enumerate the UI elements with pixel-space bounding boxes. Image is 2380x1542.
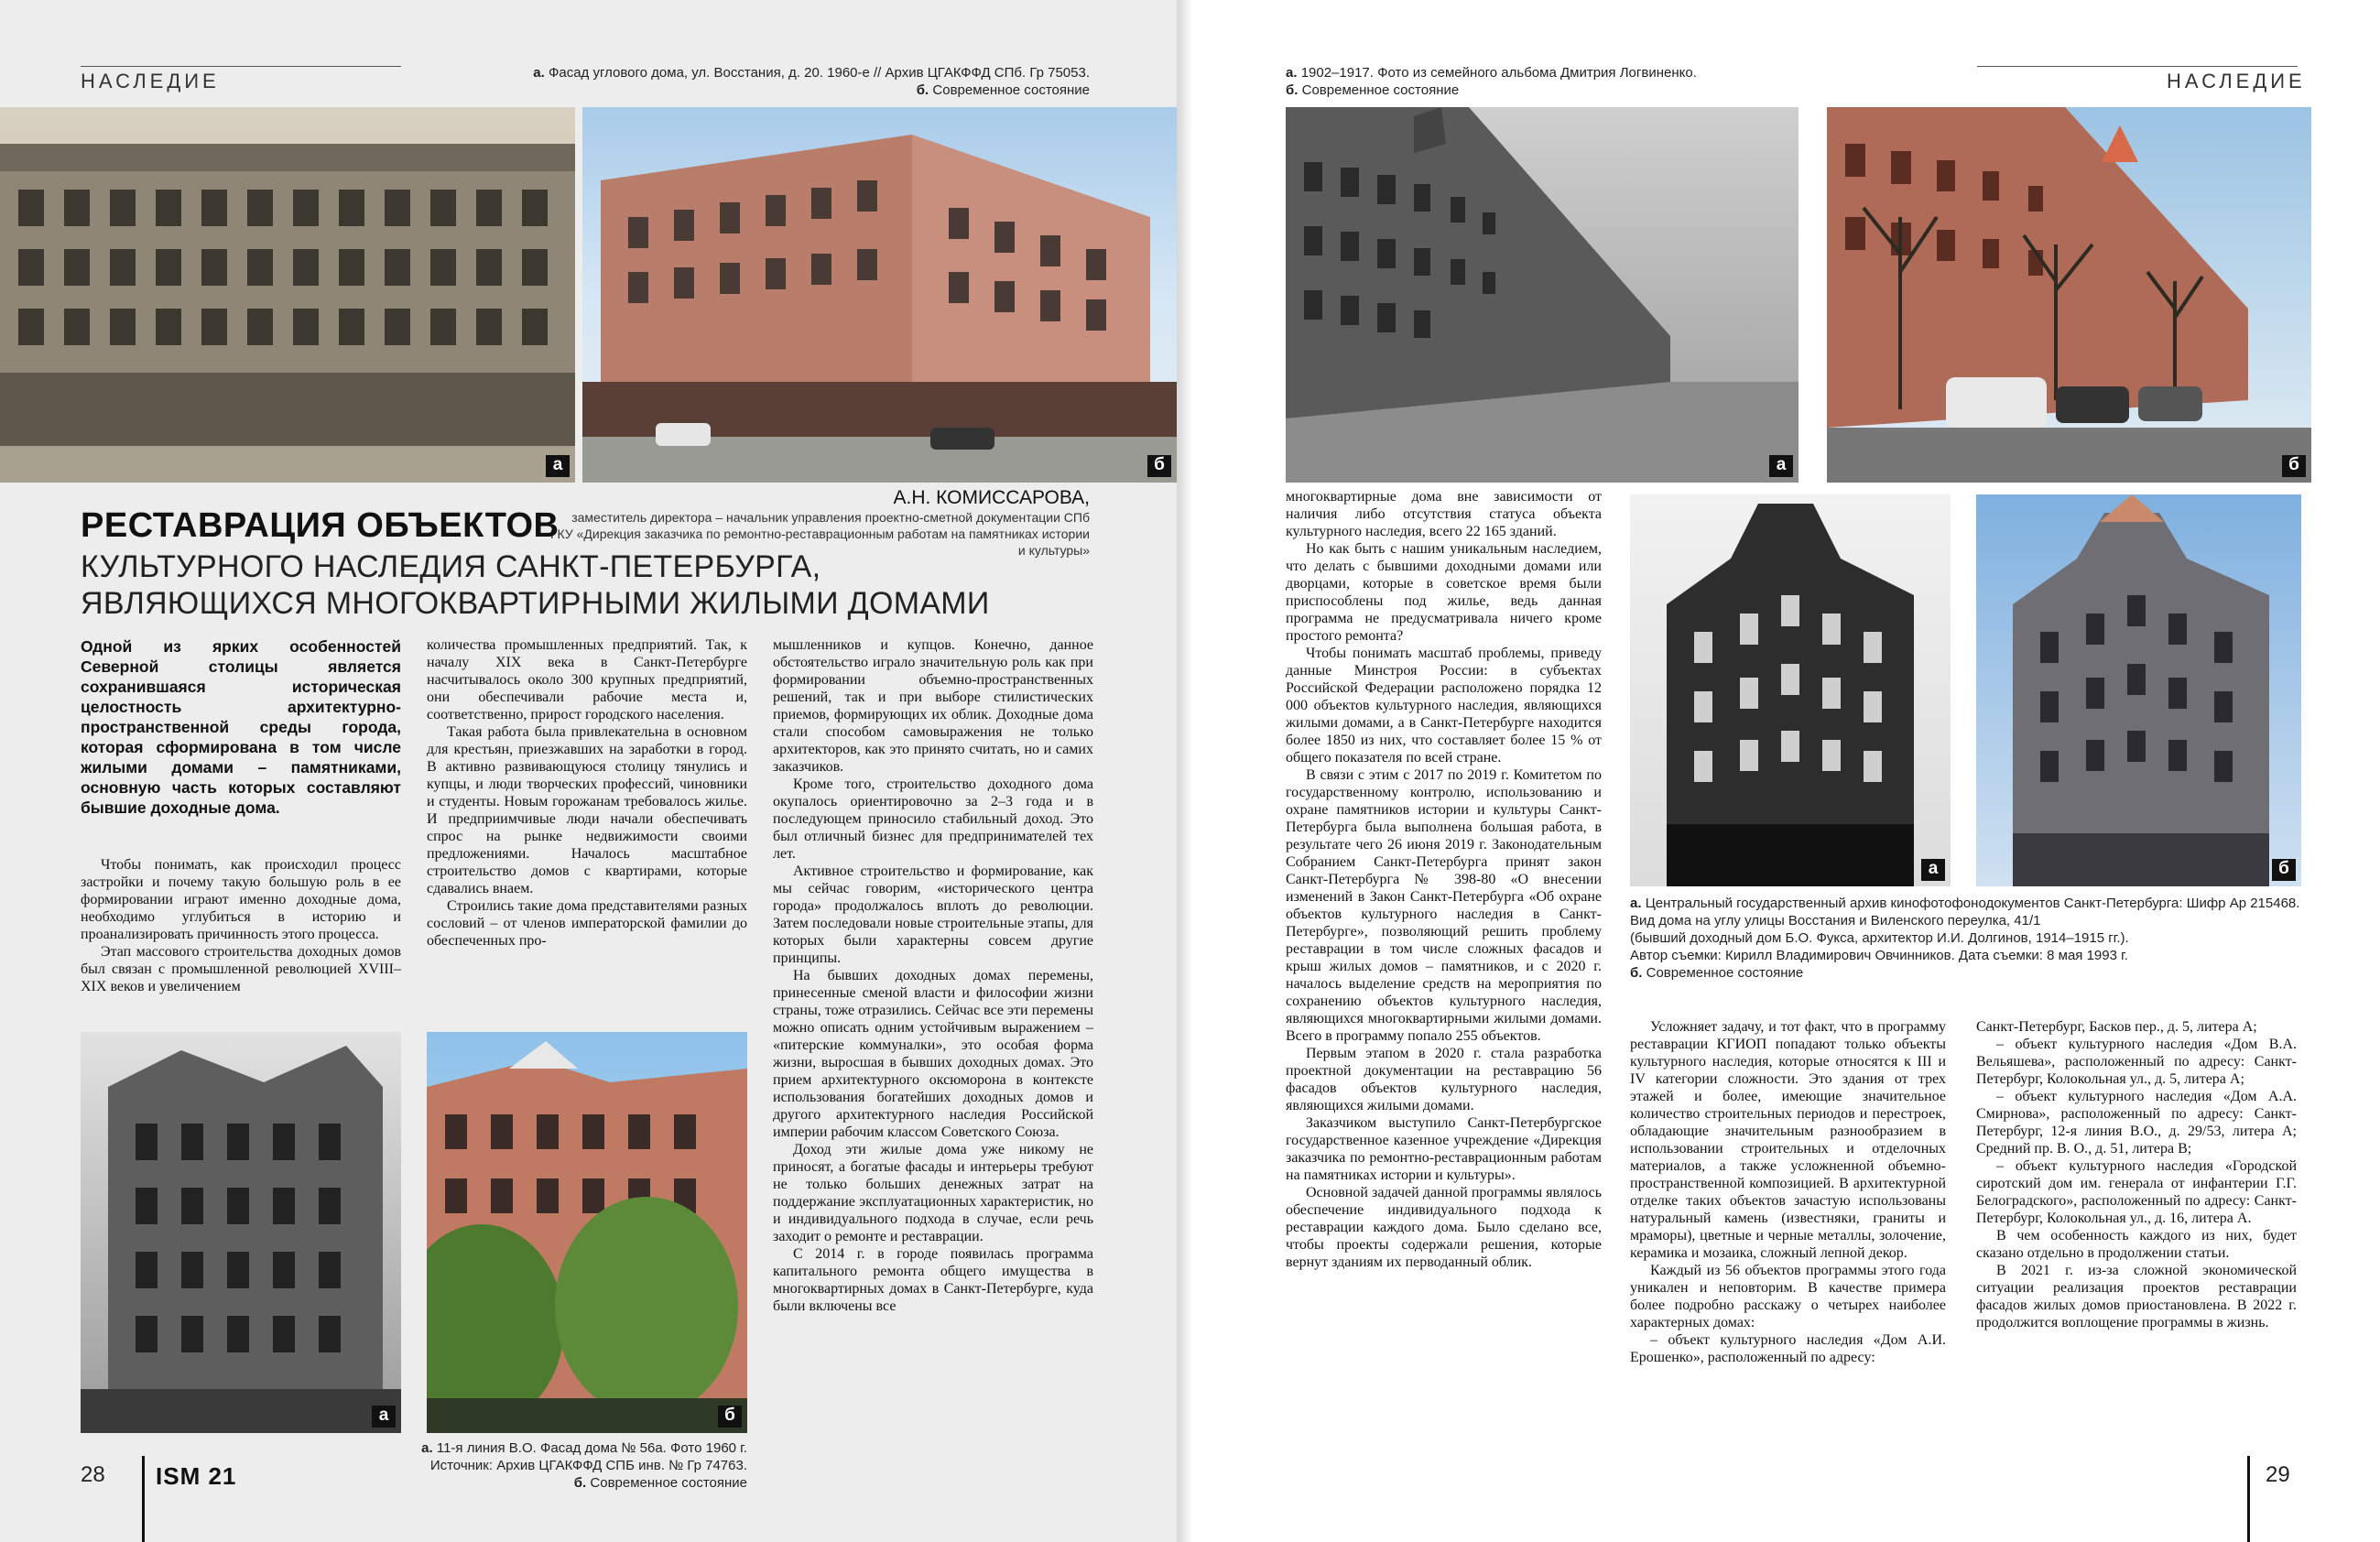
caption-b-text: Современное состояние — [932, 82, 1090, 98]
body-paragraph: Санкт-Петербург, Басков пер., д. 5, литера А; — [1976, 1019, 2257, 1035]
body-paragraph: Основной задачей данной программы являлось обеспечение индивидуального подхода к реставрации каждого дома. Было сделано все, чтобы проекты содержали решения, которые вернут зданиям их перводанный облик. — [1286, 1185, 1602, 1270]
photo-badge-a: а — [372, 1406, 396, 1428]
body-paragraph: мышленников и купцов. Конечно, данное обстоятельство играло значительную роль как при формировании объемно-пространственных решений, так и при выборе стилистических приемов, формирующих их облик. Доходные дома стали способом самовыражения не только архитекторов, как это принято считать, но и самих заказчиков. — [773, 637, 1093, 775]
body-paragraph: В 2021 г. из-за сложной экономической ситуации реализация проектов реставрации фасадов жилых домов приостановлена. В 2022 г. продолжится воплощение программы в жизнь. — [1976, 1263, 2297, 1330]
body-paragraph: Строились такие дома представителями разных сословий – от членов императорской фамилии до обеспеченных про- — [427, 898, 747, 949]
body-paragraph: Кроме того, строительство доходного дома окупалось ориентировочно за 2–3 года и в последующем приносило стабильный доход. Это был отличный бизнес для предпринимателей тех лет. — [773, 776, 1093, 862]
body-paragraph: – объект культурного наследия «Городской сиротский дом им. генерала от инфантерии Г.Г. Белоградского», расположенный по адресу: Санкт-Петербург, Колокольная ул., д. 16, литера А. — [1976, 1158, 2297, 1226]
section-label: НАСЛЕДИЕ — [2167, 70, 2306, 92]
body-paragraph: – объект культурного наследия «Дом А.А. Смирнова», расположенный по адресу: Санкт-Петербург, 12-я линия В.О., д. 29/53, литера А; Средний пр. В. О., д. 51, литера В; — [1976, 1089, 2297, 1156]
caption-b-text: Современное состояние — [1646, 965, 1804, 981]
body-paragraph: – объект культурного наследия «Дом А.И. Ерошенко», расположенный по адресу: — [1630, 1332, 1946, 1365]
bottom-photo-caption — [275, 1439, 747, 1492]
page-number-left: 28 — [81, 1462, 105, 1487]
caption-letter: б. — [916, 82, 929, 98]
magazine-logo: ISM 21 — [156, 1462, 237, 1490]
article-title-line2: КУЛЬТУРНОГО НАСЛЕДИЯ САНКТ-ПЕТЕРБУРГА, — [81, 549, 821, 584]
footer-divider — [2247, 1456, 2250, 1542]
left-page — [0, 0, 1177, 1542]
caption-letter: б. — [1286, 82, 1299, 98]
photo-badge-a: а — [1769, 455, 1793, 477]
photo-badge-a: а — [1921, 859, 1945, 881]
caption-a-text: Фасад углового дома, ул. Восстания, д. 20. 1960-е // Архив ЦГАКФФД СПб. Гр 75053. — [548, 65, 1090, 81]
body-paragraph: Этап массового строительства доходных домов был связан с промышленной революцией XVIII–XIX веков и увеличением — [81, 944, 401, 994]
photo-modern-corner-building — [582, 107, 1177, 483]
body-paragraph: Чтобы понимать масштаб проблемы, приведу данные Минстроя России: в субъектах Российской Федерации расположено порядка 12 000 объектов культурного наследия, являющихся жилыми домами, а в Санкт-Петербурге находится более 1850 из них, что составляет более 15 % от общего показателя по всей стране. — [1286, 646, 1602, 766]
caption-a-line2: Источник: Архив ЦГАКФФД СПБ инв. № Гр 74763. — [429, 1458, 747, 1473]
header-rule — [1977, 66, 2298, 67]
body-paragraph: Доход эти жилые дома уже никому не приносят, а богатые фасады и интерьеры требуют не только больших денежных затрат на поддержание эксплуатационных характеристик, но и индивидуального подхода в случае, если речь заходит о ремонте и реставрации. — [773, 1142, 1093, 1244]
body-paragraph: многоквартирные дома вне зависимости от наличия либо отсутствия статуса объекта культурного наследия, всего 22 165 зданий. — [1286, 489, 1602, 539]
photo-street-modern — [1827, 107, 2311, 483]
author-name: А.Н. КОМИССАРОВА, — [893, 487, 1090, 508]
caption-a-line3: Автор съемки: Кирилл Владимирович Овчинников. Дата съемки: 8 мая 1993 г. — [1630, 948, 2128, 963]
caption-a-text: 1902–1917. Фото из семейного альбома Дмитрия Логвиненко. — [1300, 65, 1697, 81]
body-paragraph: На бывших доходных домах перемены, принесенные сменой власти и философии жизни страны, тоже отразились. Сейчас все эти перемены можно описать одним устойчивым выражением – «питерские коммуналки», это особая форма жизни, выросшая в бывших доходных домах. Это прием архитектурного оксюморона в контексте использования богатейших доходных домов и другого архитектурного наследия Российской империи рабочим классом Советского Союза. — [773, 968, 1093, 1140]
top-photo-caption — [430, 64, 1090, 99]
page-number-right: 29 — [2266, 1462, 2290, 1487]
body-paragraph: – объект культурного наследия «Дом В.А. Вельяшева», расположенный по адресу: Санкт-Петербург, Колокольная ул., д. 5, литера А; — [1976, 1037, 2297, 1087]
caption-letter: а. — [421, 1440, 433, 1456]
body-column-1 — [81, 856, 401, 995]
body-paragraph: Первым этапом в 2020 г. стала разработка проектной документации на реставрацию 56 фасадов объектов культурного наследия, являющихся жилыми домами. — [1286, 1046, 1602, 1113]
caption-letter: а. — [1286, 65, 1298, 81]
article-title-bold: РЕСТАВРАЦИЯ ОБЪЕКТОВ — [81, 506, 560, 545]
photo-badge-b: б — [2282, 455, 2306, 477]
author-role: заместитель директора – начальник управления проектно-сметной документации СПб ГКУ «Дирекция заказчика по ремонтно-реставрационным работам на памятниках истории и культуры» — [549, 510, 1090, 558]
lead-paragraph: Одной из ярких особенностей Северной столицы является сохранившаяся историческая целостность архитектурно-пространственной среды города, которая сформирована в том числе жилыми домами – памятниками, основную часть которых составляют бывшие доходные дома. — [81, 637, 401, 817]
article-title-line3: ЯВЛЯЮЩИХСЯ МНОГОКВАРТИРНЫМИ ЖИЛЫМИ ДОМАМИ — [81, 586, 990, 621]
photo-11th-line-modern — [427, 1032, 747, 1433]
photo-11th-line-1960 — [81, 1032, 401, 1433]
caption-b-text: Современное состояние — [590, 1475, 747, 1491]
body-paragraph: В чем особенность каждого из них, будет сказано отдельно в продолжении статьи. — [1976, 1228, 2297, 1261]
body-paragraph: Активное строительство и формирование, как мы сейчас говорим, «исторического центра города» продолжалось вплоть до революции. Затем последовали новые строительные этапы, для которых были характерны совсем другие принципы. — [773, 863, 1093, 966]
top-photo-caption — [1286, 64, 1927, 99]
body-paragraph: С 2014 г. в городе появилась программа капитального ремонта общего имущества в многоквартирных домах в Санкт-Петербурге, куда были включены все — [773, 1246, 1093, 1314]
author-block — [549, 487, 1090, 559]
photo-badge-b: б — [1147, 455, 1171, 477]
photo-fuchs-house-modern — [1976, 494, 2301, 886]
caption-a-line1: 11-я линия В.О. Фасад дома № 56а. Фото 1960 г. — [436, 1440, 747, 1456]
body-paragraph: количества промышленных предприятий. Так, к началу XIX века в Санкт-Петербурге насчитывалось около 300 крупных предприятий, они обеспечивали рабочие места и, соответственно, прирост городского населения. — [427, 637, 747, 722]
body-paragraph: В связи с этим с 2017 по 2019 г. Комитетом по государственному контролю, использованию и охране памятников истории и культуры Санкт-Петербурга была выполнена большая работа, в результате чего 26 июня 2019 г. Законодательным Собранием Санкт-Петербурга принят закон Санкт-Петербурга № 398-80 «О внесении изменений в Закон Санкт-Петербурга «Об охране объектов культурного наследия в Санкт-Петербурге», позволяющий решить проблему реставрации в том числе сложных фасадов и крыш жилых домов – памятников, и с 2020 г. началось выделение средств на мероприятия по сохранению объектов культурного наследия, являющихся многоквартирными жилыми домами. Всего в программу попало 255 объектов. — [1286, 767, 1602, 1044]
page-gutter — [1177, 0, 1203, 1542]
caption-letter: а. — [1630, 896, 1642, 911]
body-paragraph: Каждый из 56 объектов программы этого года уникален и неповторим. В качестве примера более подробно расскажу о четырех наиболее характерных домах: — [1630, 1263, 1946, 1330]
caption-letter: б. — [573, 1475, 587, 1491]
body-column-5 — [1630, 1018, 1946, 1366]
caption-a-line1: Центральный государственный архив кинофотофонодокументов Санкт-Петербурга: Шифр Ар 215468. Вид дома на углу улицы Восстания и Виленского переулка, 41/1 — [1630, 896, 2300, 928]
footer-divider — [142, 1456, 145, 1542]
photo-vintage-facade — [0, 107, 575, 483]
body-column-3 — [773, 636, 1093, 1315]
caption-a-line2: (бывший доходный дом Б.О. Фукса, архитектор И.И. Долгинов, 1914–1915 гг.). — [1630, 930, 2129, 946]
caption-letter: а. — [533, 65, 545, 81]
header-rule — [81, 66, 401, 67]
section-label: НАСЛЕДИЕ — [81, 70, 220, 92]
body-column-2 — [427, 636, 747, 950]
photo-street-1902 — [1286, 107, 1799, 483]
middle-photo-caption — [1630, 895, 2303, 982]
photo-badge-b: б — [718, 1406, 742, 1428]
body-paragraph: Но как быть с нашим уникальным наследием, что делать с бывшими доходными домами или дворцами, которые в советское время были приспособлены под жилье, ведь данная программа не предусматривала ничего кроме простого ремонта? — [1286, 541, 1602, 644]
caption-letter: б. — [1630, 965, 1643, 981]
photo-badge-a: а — [546, 455, 570, 477]
body-paragraph: Заказчиком выступило Санкт-Петербургское государственное казенное учреждение «Дирекция заказчика по ремонтно-реставрационным работам на памятниках истории и культуры». — [1286, 1115, 1602, 1183]
body-column-4 — [1286, 488, 1602, 1271]
body-paragraph: Усложняет задачу, и тот факт, что в программу реставрации КГИОП попадают только объекты культурного наследия, которые относятся к III и IV категории сложности. Это здания от трех этажей и более, имеющие значительное количество строительных периодов и перестроек, обладающие значительным разнообразием в использовании строительных и отделочных материалов, а также усложненной объемно-пространственной композицией. В архитектурной отделке таких объектов зачастую использованы натуральный камень (известняки, граниты и мраморы), цветные и черные металлы, золочение, керамика и мозаика, сложный лепной декор. — [1630, 1019, 1946, 1261]
caption-b-text: Современное состояние — [1301, 82, 1460, 98]
body-paragraph: Такая работа была привлекательна в основном для крестьян, приезжавших на заработки в город. В активно развивающуюся столицу тянулись и купцы, и люди творческих профессий, чиновники и студенты. Новым горожанам требовалось жилье. И предприимчивые люди начали обеспечивать спрос на рынке недвижимости своими предложениями. Началось масштабное строительство домов с квартирами, которые сдавались внаем. — [427, 724, 747, 896]
photo-badge-b: б — [2272, 859, 2296, 881]
photo-fuchs-house-1993 — [1630, 494, 1951, 886]
body-paragraph: Чтобы понимать, как происходил процесс застройки и почему такую большую роль в ее формировании играют именно доходные дома, необходимо углубиться в историю и проанализировать причинность этого процесса. — [81, 857, 401, 942]
right-page — [1203, 0, 2380, 1542]
body-column-6 — [1976, 1018, 2297, 1331]
